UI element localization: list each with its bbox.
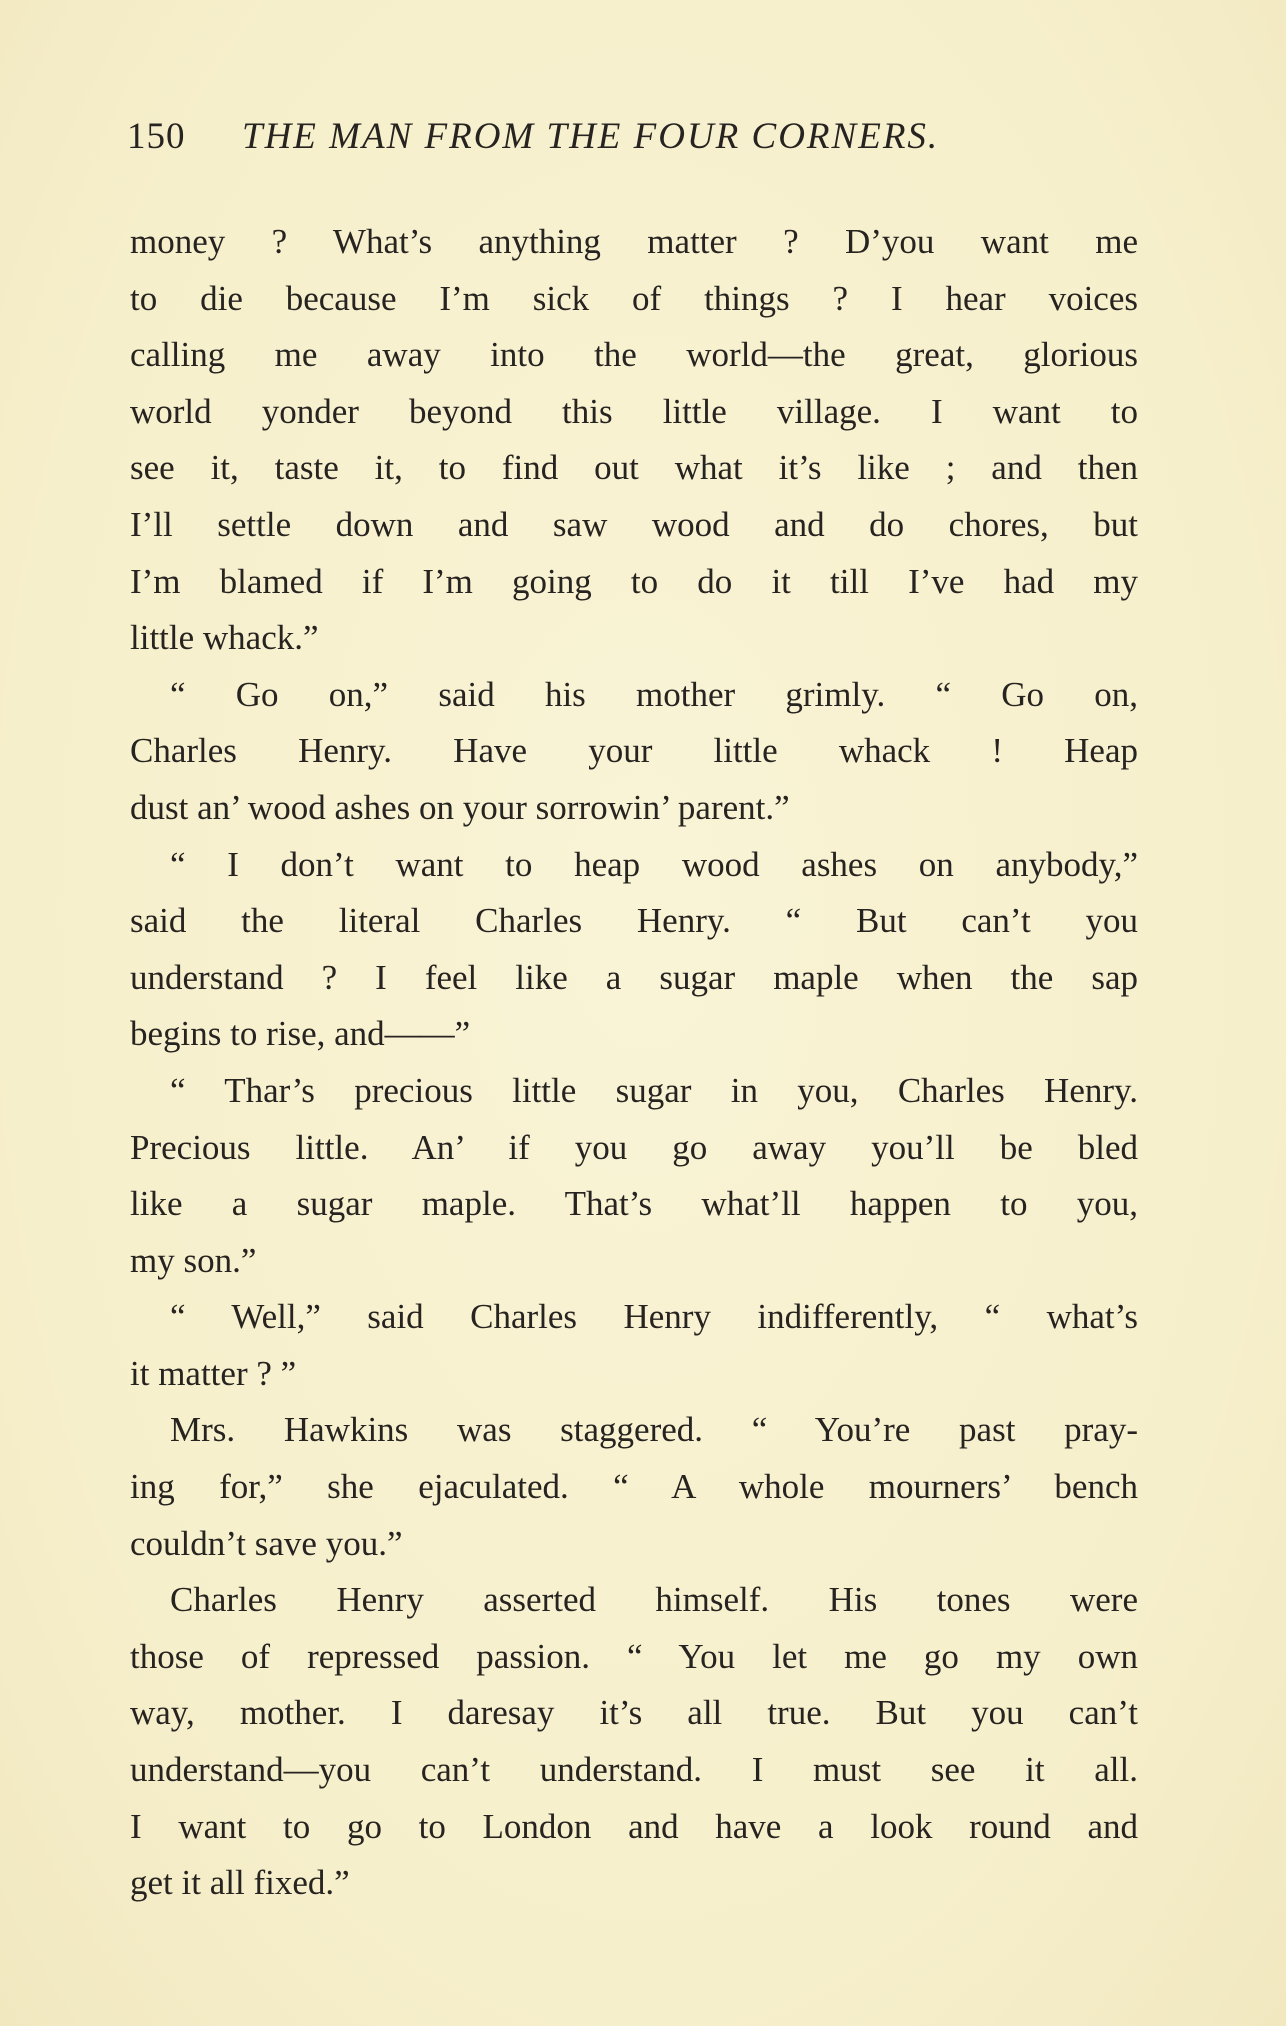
text-line: like a sugar maple. That’s what’ll happen to you, bbox=[130, 1184, 1138, 1224]
text-line: begins to rise, and——” bbox=[130, 1014, 471, 1054]
text-line: get it all fixed.” bbox=[130, 1863, 350, 1903]
running-head bbox=[127, 112, 1137, 162]
text-line: I’m blamed if I’m going to do it till I’ve had my bbox=[130, 561, 1138, 601]
text-line: calling me away into the world—the great, glorious bbox=[130, 335, 1138, 375]
text-line: it matter ? ” bbox=[130, 1353, 297, 1393]
text-line: money ? What’s anything matter ? D’you want me bbox=[130, 222, 1138, 261]
text-line: to die because I’m sick of things ? I hear voices bbox=[130, 278, 1138, 318]
text-line: world yonder beyond this little village. I want to bbox=[130, 391, 1138, 431]
text-line: way, mother. I daresay it’s all true. But you can’t bbox=[130, 1693, 1138, 1733]
text-line: see it, taste it, to find out what it’s like ; and then bbox=[130, 448, 1138, 488]
text-line: I’ll settle down and saw wood and do chores, but bbox=[130, 504, 1138, 544]
text-line: ing for,” she ejaculated. “ A whole mourners’ bench bbox=[130, 1467, 1138, 1507]
text-line: my son.” bbox=[130, 1240, 257, 1280]
page-number: 150 bbox=[127, 116, 186, 157]
text-line: “ Thar’s precious little sugar in you, Charles Henry. bbox=[170, 1070, 1138, 1110]
text-line: understand—you can’t understand. I must see it all. bbox=[130, 1750, 1138, 1790]
text-line: little whack.” bbox=[130, 618, 319, 658]
text-line: understand ? I feel like a sugar maple when the sap bbox=[130, 957, 1138, 997]
text-line: Charles Henry asserted himself. His tones were bbox=[170, 1580, 1138, 1620]
text-line: “ Go on,” said his mother grimly. “ Go on, bbox=[170, 674, 1138, 714]
text-line: I want to go to London and have a look round and bbox=[130, 1806, 1138, 1846]
body-text bbox=[130, 214, 1138, 1912]
text-line: said the literal Charles Henry. “ But can’t you bbox=[130, 901, 1138, 941]
text-line: those of repressed passion. “ You let me go my own bbox=[130, 1636, 1138, 1676]
book-title: THE MAN FROM THE FOUR CORNERS. bbox=[242, 116, 940, 157]
text-line: Precious little. An’ if you go away you’ll be bled bbox=[130, 1127, 1138, 1167]
text-line: “ I don’t want to heap wood ashes on anybody,” bbox=[170, 844, 1138, 884]
text-line: Charles Henry. Have your little whack ! Heap bbox=[130, 731, 1138, 771]
text-line: Mrs. Hawkins was staggered. “ You’re past pray- bbox=[170, 1410, 1138, 1450]
text-line: “ Well,” said Charles Henry indifferently, “ what’s bbox=[170, 1297, 1138, 1337]
text-line: dust an’ wood ashes on your sorrowin’ parent.” bbox=[130, 787, 790, 827]
text-line: couldn’t save you.” bbox=[130, 1523, 403, 1563]
